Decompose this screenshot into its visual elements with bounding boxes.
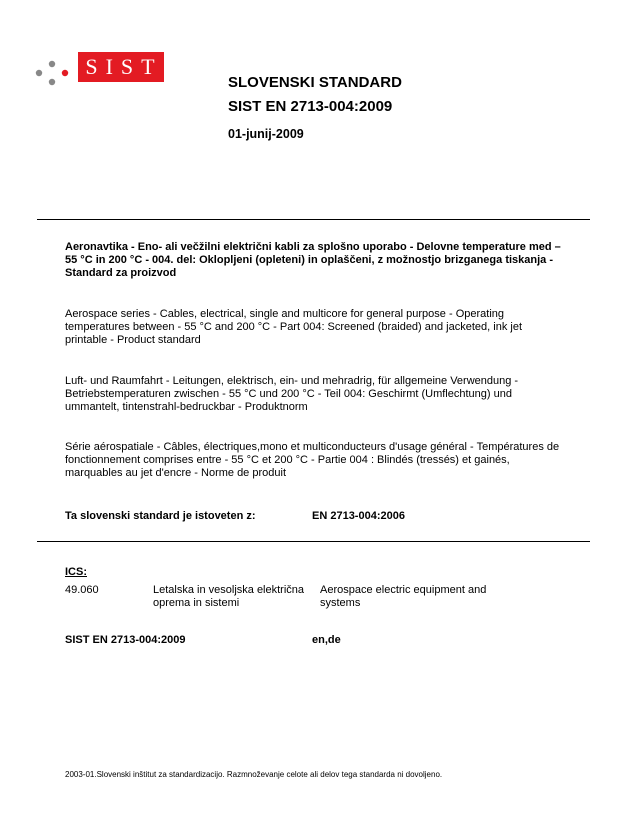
title-english: Aerospace series - Cables, electrical, single and multicore for general purpose - Operating temperatures between - 55 °C and 200 °C - Part 004: Screened (braided) and jacketed, ink jet printable - Product standard bbox=[65, 308, 522, 346]
logo-dot-bottom bbox=[49, 79, 55, 85]
ics-description-english: Aerospace electric equipment and systems bbox=[320, 584, 487, 609]
logo-dot-right bbox=[62, 70, 68, 76]
bottom-divider bbox=[37, 541, 590, 542]
title-slovenian: Aeronavtika - Eno- ali večžilni električni kabli za splošno uporabo - Delovne temperature med –55 °C in 200 °C - 004. del: Oklopljeni (opleteni) in oplaščeni, z možnostjo brizganega tiskanja - Standard za proizvod bbox=[65, 241, 561, 279]
ics-label: ICS: bbox=[65, 566, 87, 578]
title-german: Luft- und Raumfahrt - Leitungen, elektrisch, ein- und mehradrig, für allgemeine Verwendung - Betriebstemperaturen zwischen - 55 °C und 200 °C - Teil 004: Geschirmt (Umflechtung) und ummantelt, tintenstrahl-bedruckbar - Produktnorm bbox=[65, 375, 519, 413]
standard-id: SIST EN 2713-004:2009 bbox=[228, 98, 393, 115]
identical-value: EN 2713-004:2006 bbox=[312, 510, 405, 522]
logo-dot-top bbox=[49, 61, 55, 67]
publication-date: 01-junij-2009 bbox=[228, 127, 304, 141]
logo-dot-left bbox=[36, 70, 42, 76]
ics-code: 49.060 bbox=[65, 584, 99, 596]
document-languages: en,de bbox=[312, 634, 341, 646]
copyright-footer: 2003-01.Slovenski inštitut za standardizacijo. Razmnoževanje celote ali delov tega standarda ni dovoljeno. bbox=[65, 770, 443, 779]
standard-title: SLOVENSKI STANDARD bbox=[228, 74, 402, 91]
document-id: SIST EN 2713-004:2009 bbox=[65, 634, 186, 646]
title-french: Série aérospatiale - Câbles, électriques,mono et multiconducteurs d'usage général - Températures de fonctionnement comprises entre - 55 °C et 200 °C - Partie 004 : Blindés (tressés) et gainés, marquables au jet d'encre - Norme de produit bbox=[65, 441, 560, 479]
ics-description-slovenian: Letalska in vesoljska električna oprema in sistemi bbox=[153, 584, 305, 609]
identical-label: Ta slovenski standard je istoveten z: bbox=[65, 510, 256, 522]
sist-logo-dots bbox=[34, 60, 70, 86]
top-divider bbox=[37, 219, 590, 220]
sist-logo: SIST bbox=[78, 52, 164, 82]
